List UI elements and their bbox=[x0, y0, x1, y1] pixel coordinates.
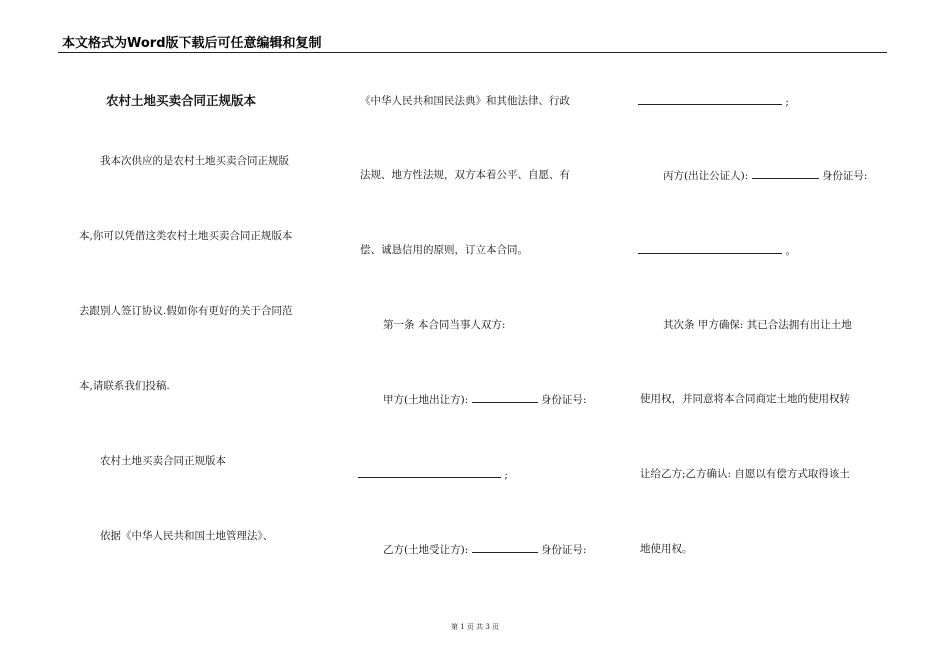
party-b-id-row bbox=[638, 94, 789, 109]
intro-line-3: 去跟别人签订协议.假如你有更好的关于合同范 bbox=[79, 305, 293, 317]
party-a-row bbox=[383, 392, 586, 407]
article-2-line-1: 其次条 甲方确保: 其已合法拥有出让土地 bbox=[663, 319, 852, 331]
party-c-id-label: 身份证号: bbox=[821, 170, 868, 182]
party-a-name-blank bbox=[472, 392, 538, 403]
party-a-id-row bbox=[358, 467, 508, 482]
document-header: 本文格式为Word版下载后可任意编辑和复制 bbox=[62, 36, 322, 51]
law-line-3: 偿、诚恳信用的原则，订立本合同。 bbox=[360, 244, 528, 256]
law-line-2: 法规、地方性法规，双方本着公平、自愿、有 bbox=[360, 169, 570, 181]
header-divider bbox=[58, 52, 887, 53]
party-c-id-period: 。 bbox=[785, 245, 796, 257]
party-c-name-blank bbox=[752, 168, 819, 179]
party-b-row bbox=[383, 542, 586, 557]
party-b-id-blank bbox=[638, 94, 782, 105]
basis-line: 依据《中华人民共和国土地管理法》、 bbox=[100, 530, 274, 542]
party-c-id-row bbox=[638, 243, 796, 258]
intro-line-2: 本,你可以凭借这类农村土地买卖合同正规版本 bbox=[79, 230, 293, 242]
party-c-label: 丙方(出让公证人): bbox=[663, 170, 749, 182]
party-a-id-label: 身份证号: bbox=[540, 394, 587, 406]
article-2-line-2: 使用权，并同意将本合同商定土地的使用权转 bbox=[640, 393, 850, 405]
party-c-row bbox=[663, 168, 867, 183]
intro-line-4: 本,请联系我们投稿. bbox=[79, 380, 170, 392]
law-line-1: 《中华人民共和国民法典》和其他法律、行政 bbox=[360, 95, 570, 107]
intro-line-1: 我本次供应的是农村土地买卖合同正规版 bbox=[100, 155, 289, 167]
article-1-heading: 第一条 本合同当事人双方: bbox=[383, 319, 506, 331]
party-a-id-semicolon: ; bbox=[504, 469, 508, 481]
party-b-label: 乙方(土地受让方): bbox=[383, 544, 469, 556]
document-title: 农村土地买卖合同正规版本 bbox=[106, 93, 257, 108]
party-b-name-blank bbox=[472, 542, 538, 553]
page-number: 第 1 页 共 3 页 bbox=[450, 623, 500, 631]
party-a-label: 甲方(土地出让方): bbox=[383, 394, 469, 406]
article-2-line-3: 让给乙方;乙方确认: 自愿以有偿方式取得该土 bbox=[640, 468, 850, 480]
party-b-id-semicolon: ; bbox=[785, 96, 789, 108]
party-b-id-label: 身份证号: bbox=[540, 544, 587, 556]
party-c-id-blank bbox=[638, 243, 782, 254]
subtitle-line: 农村土地买卖合同正规版本 bbox=[100, 455, 226, 467]
article-2-line-4: 地使用权。 bbox=[640, 543, 693, 555]
party-a-id-blank bbox=[358, 467, 501, 478]
